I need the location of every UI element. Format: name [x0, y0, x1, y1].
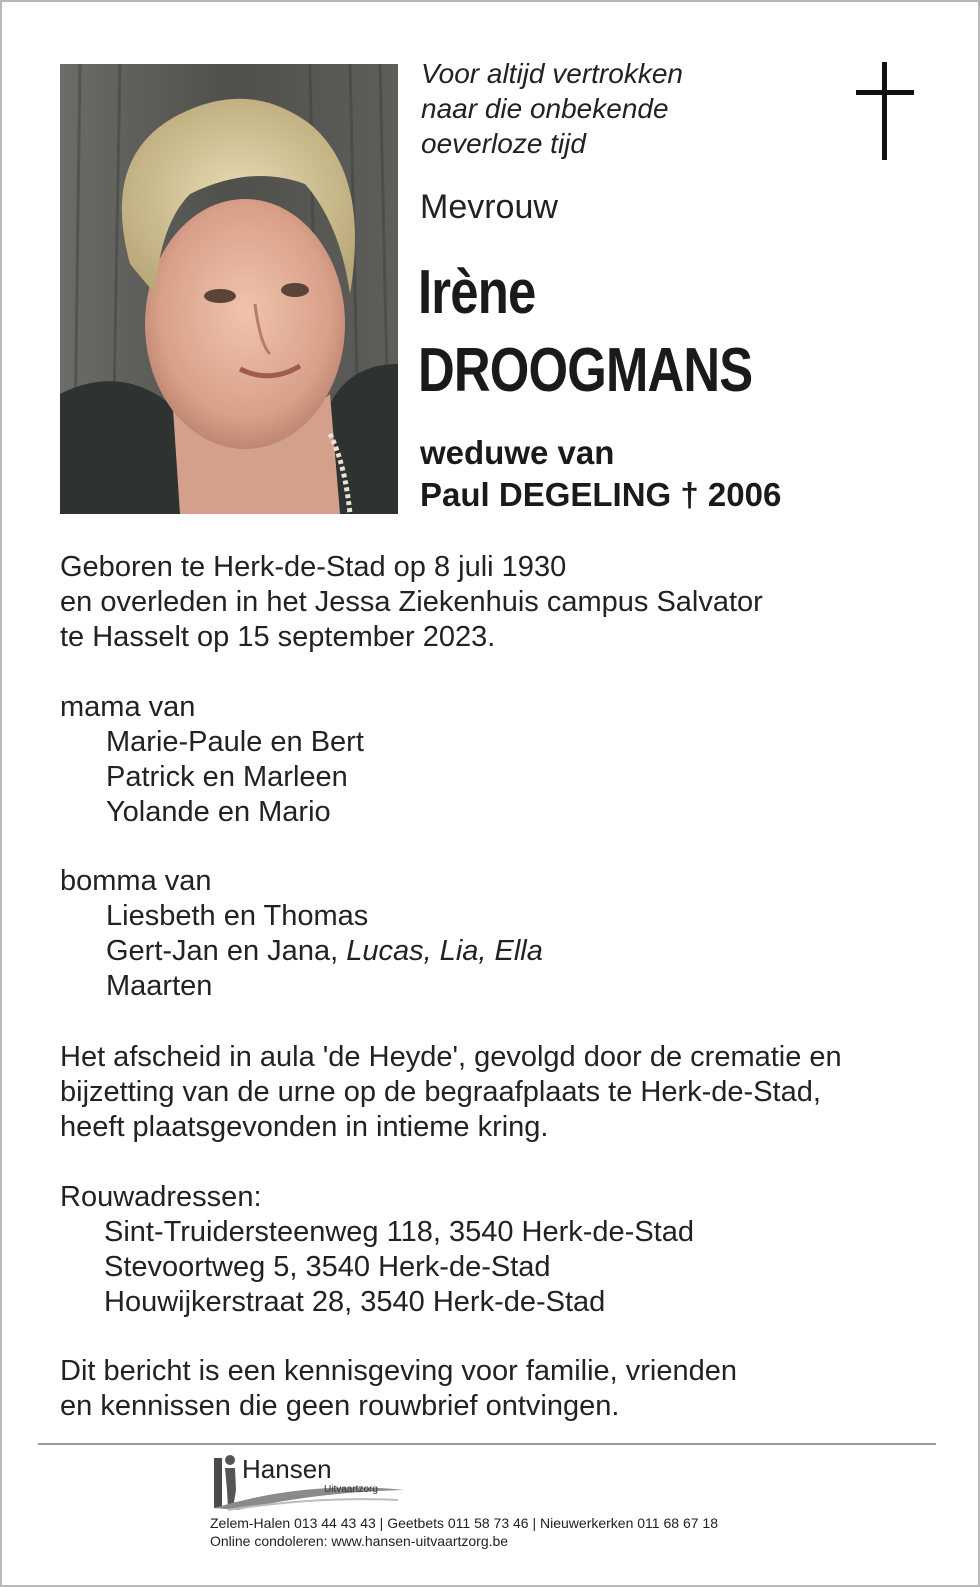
text-line: bijzetting van de urne op de begraafplaats te Herk-de-Stad,: [60, 1076, 821, 1108]
logo-subtitle: Uitvaartzorg: [324, 1484, 378, 1495]
great-grandchildren: Lucas, Lia, Ella: [346, 935, 543, 967]
address-item: Houwijkerstraat 28, 3540 Herk-de-Stad: [104, 1286, 606, 1318]
list-item: Patrick en Marleen: [106, 761, 348, 793]
phone-numbers: Zelem-Halen 013 44 43 43 | Geetbets 011 58 73 46 | Nieuwerkerken 011 68 67 18: [210, 1515, 718, 1531]
text-line: te Hasselt op 15 september 2023.: [60, 621, 496, 653]
list-item-text: Gert-Jan en Jana,: [106, 935, 347, 967]
spouse-info: [420, 432, 781, 516]
first-name: Irène: [418, 258, 536, 327]
cross-icon: [856, 62, 914, 160]
address-item: Sint-Truidersteenweg 118, 3540 Herk-de-Stad: [104, 1216, 694, 1248]
section-heading: Rouwadressen:: [60, 1181, 262, 1213]
notice-text: [60, 1354, 737, 1424]
deceased-name: [418, 254, 752, 410]
birth-death-info: [60, 550, 763, 655]
list-item: Marie-Paule en Bert: [106, 726, 364, 758]
poem: [421, 56, 683, 161]
footer-divider: [38, 1443, 936, 1445]
portrait-photo: [60, 64, 398, 514]
last-name: DROOGMANS: [418, 336, 753, 405]
poem-line: Voor altijd vertrokken: [421, 58, 683, 89]
list-item: Liesbeth en Thomas: [106, 900, 369, 932]
list-item: Maarten: [106, 970, 213, 1002]
address-item: Stevoortweg 5, 3540 Herk-de-Stad: [104, 1251, 551, 1283]
farewell-info: [60, 1040, 842, 1145]
section-heading: bomma van: [60, 865, 212, 897]
text-line: en overleden in het Jessa Ziekenhuis campus Salvator: [60, 586, 763, 618]
children-section: [60, 690, 364, 830]
spouse-name: Paul DEGELING † 2006: [420, 476, 782, 513]
text-line: en kennissen die geen rouwbrief ontvingen.: [60, 1390, 620, 1422]
text-line: Dit bericht is een kennisgeving voor familie, vrienden: [60, 1355, 738, 1387]
text-line: heeft plaatsgevonden in intieme kring.: [60, 1111, 549, 1143]
footer-contact: [210, 1514, 718, 1550]
logo-name: Hansen: [242, 1454, 332, 1484]
text-line: Geboren te Herk-de-Stad op 8 juli 1930: [60, 551, 567, 583]
widow-label: weduwe van: [420, 434, 615, 471]
section-heading: mama van: [60, 691, 196, 723]
list-item: Yolande en Mario: [106, 796, 331, 828]
grandchildren-section: [60, 864, 543, 1004]
online-condolence: Online condoleren: www.hansen-uitvaartzorg.be: [210, 1533, 509, 1549]
honorific: Mevrouw: [420, 188, 558, 226]
poem-line: naar die onbekende: [421, 93, 669, 124]
addresses-section: [60, 1180, 694, 1320]
poem-line: oeverloze tijd: [421, 128, 586, 159]
text-line: Het afscheid in aula 'de Heyde', gevolgd door de crematie en: [60, 1041, 842, 1073]
list-item: [60, 934, 543, 969]
